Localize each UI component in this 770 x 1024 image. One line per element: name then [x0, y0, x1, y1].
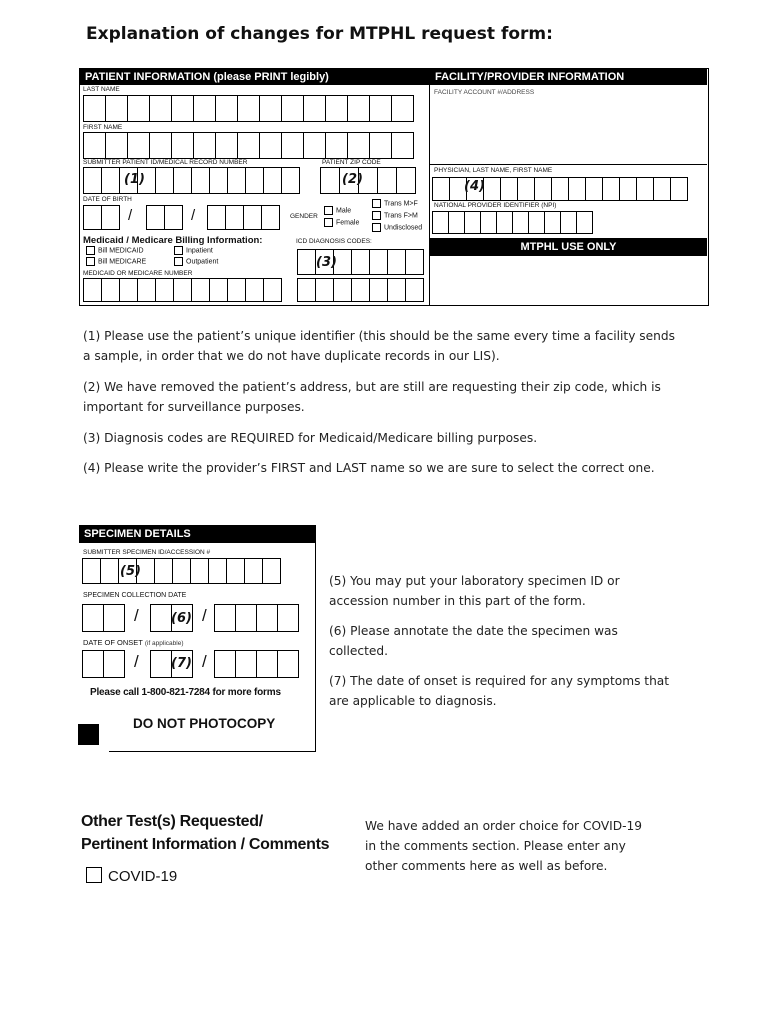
onset-slash-2: /: [202, 652, 207, 671]
gender-label: GENDER: [290, 213, 318, 220]
onset-label-row: [83, 638, 184, 647]
note-4: (4) Please write the provider’s FIRST and LAST name so we are sure to select the correct one.: [83, 461, 655, 475]
collection-year-field[interactable]: [214, 604, 298, 632]
note-covid: We have added an order choice for COVID-19 in the comments section. Please enter any other comments here as well as before.: [365, 819, 643, 873]
outpatient-checkbox[interactable]: [174, 257, 183, 266]
dob-month-field[interactable]: [83, 205, 119, 230]
npi-field[interactable]: [432, 211, 592, 234]
patient-facility-form: [79, 68, 709, 306]
inpatient-checkbox[interactable]: [174, 246, 183, 255]
patient-info-header: PATIENT INFORMATION (please PRINT legibly): [80, 69, 430, 85]
collection-month-field[interactable]: [82, 604, 124, 632]
male-checkbox[interactable]: [324, 206, 333, 215]
annotation-5: (5): [120, 564, 141, 579]
column-divider: [429, 69, 430, 305]
covid-19-option[interactable]: [86, 867, 177, 885]
trans-mf-checkbox[interactable]: [372, 199, 381, 208]
icd-codes-field-2[interactable]: [297, 278, 423, 302]
male-option[interactable]: Male: [324, 206, 351, 215]
note-6: (6) Please annotate the date the specimen was collected.: [329, 624, 618, 658]
last-name-field[interactable]: [83, 95, 413, 122]
npi-label: NATIONAL PROVIDER IDENTIFIER (NPI): [434, 202, 557, 209]
bill-medicare-option[interactable]: Bill MEDICARE: [86, 257, 146, 266]
onset-note: (if applicable): [144, 640, 184, 647]
note-7: (7) The date of onset is required for any symptoms that are applicable to diagnosis.: [329, 674, 670, 708]
annotation-2: (2): [342, 172, 363, 187]
annotation-1: (1): [124, 172, 145, 187]
black-marker: [78, 724, 99, 745]
medicaid-number-label: MEDICAID OR MEDICARE NUMBER: [83, 270, 193, 277]
dob-year-field[interactable]: [207, 205, 279, 230]
trans-mf-option[interactable]: Trans M>F: [372, 199, 418, 208]
billing-info-heading: Medicaid / Medicare Billing Information:: [83, 235, 263, 246]
female-option[interactable]: Female: [324, 218, 359, 227]
specimen-details-form: [79, 525, 317, 753]
first-name-label: FIRST NAME: [83, 124, 123, 131]
do-not-photocopy: DO NOT PHOTOCOPY: [133, 716, 276, 731]
facility-divider: [430, 164, 707, 165]
submitter-patient-id-label: SUBMITTER PATIENT ID/MEDICAL RECORD NUMBER: [83, 159, 248, 166]
call-for-forms: Please call 1-800-821-7284 for more forms: [90, 687, 281, 698]
other-tests-heading-line2: Pertinent Information / Comments: [81, 836, 330, 853]
mtphl-use-only-header: MTPHL USE ONLY: [430, 238, 707, 256]
last-name-label: LAST NAME: [83, 86, 120, 93]
undisclosed-checkbox[interactable]: [372, 223, 381, 232]
onset-slash-1: /: [134, 652, 139, 671]
note-2: (2) We have removed the patient’s address, but are still are requesting their zip code, which is important for surveillance purposes.: [83, 380, 661, 414]
collection-date-label: SPECIMEN COLLECTION DATE: [83, 592, 187, 599]
other-tests-heading: [81, 810, 329, 856]
covid-19-label: COVID-19: [108, 868, 178, 885]
dob-slash-2: /: [191, 207, 196, 224]
annotation-4: (4): [464, 179, 485, 194]
inpatient-option[interactable]: Inpatient: [174, 246, 213, 255]
bill-medicaid-option[interactable]: Bill MEDICAID: [86, 246, 144, 255]
zip-code-label: PATIENT ZIP CODE: [322, 159, 381, 166]
onset-month-field[interactable]: [82, 650, 124, 678]
page-title: Explanation of changes for MTPHL request form:: [86, 24, 553, 44]
accession-field[interactable]: [82, 558, 280, 584]
specimen-right-border: [315, 525, 316, 751]
undisclosed-option[interactable]: Undisclosed: [372, 223, 422, 232]
trans-fm-option[interactable]: Trans F>M: [372, 211, 418, 220]
annotation-7: (7): [171, 656, 192, 671]
collection-slash-2: /: [202, 606, 207, 625]
note-5: (5) You may put your laboratory specimen ID or accession number in this part of the form.: [329, 574, 620, 608]
trans-fm-checkbox[interactable]: [372, 211, 381, 220]
note-1: (1) Please use the patient’s unique identifier (this should be the same every time a facility sends a sample, in order that we do not have duplicate records in our LIS).: [83, 329, 675, 363]
submitter-patient-id-field[interactable]: [83, 167, 299, 194]
onset-label: DATE OF ONSET: [83, 638, 143, 647]
first-name-field[interactable]: [83, 132, 413, 159]
outpatient-option[interactable]: Outpatient: [174, 257, 218, 266]
dob-label: DATE OF BIRTH: [83, 196, 132, 203]
bill-medicare-checkbox[interactable]: [86, 257, 95, 266]
specimen-bottom-border: [109, 751, 316, 752]
covid-19-checkbox[interactable]: [86, 867, 102, 883]
accession-label: SUBMITTER SPECIMEN ID/ACCESSION #: [83, 549, 211, 556]
dob-day-field[interactable]: [146, 205, 182, 230]
zip-code-field[interactable]: [320, 167, 415, 194]
female-checkbox[interactable]: [324, 218, 333, 227]
icd-codes-label: ICD DIAGNOSIS CODES:: [296, 238, 372, 245]
onset-year-field[interactable]: [214, 650, 298, 678]
annotation-6: (6): [171, 611, 192, 626]
other-tests-heading-line1: Other Test(s) Requested/: [81, 813, 263, 830]
facility-account-label: FACILITY ACCOUNT #/ADDRESS: [434, 89, 535, 96]
dob-slash-1: /: [128, 207, 133, 224]
bill-medicaid-checkbox[interactable]: [86, 246, 95, 255]
medicaid-number-field[interactable]: [83, 278, 281, 302]
specimen-details-header: SPECIMEN DETAILS: [79, 525, 315, 543]
note-3: (3) Diagnosis codes are REQUIRED for Medicaid/Medicare billing purposes.: [83, 431, 538, 445]
collection-slash-1: /: [134, 606, 139, 625]
physician-label: PHYSICIAN, LAST NAME, FIRST NAME: [434, 167, 553, 174]
facility-info-header: FACILITY/PROVIDER INFORMATION: [430, 69, 707, 85]
annotation-3: (3): [316, 255, 337, 270]
